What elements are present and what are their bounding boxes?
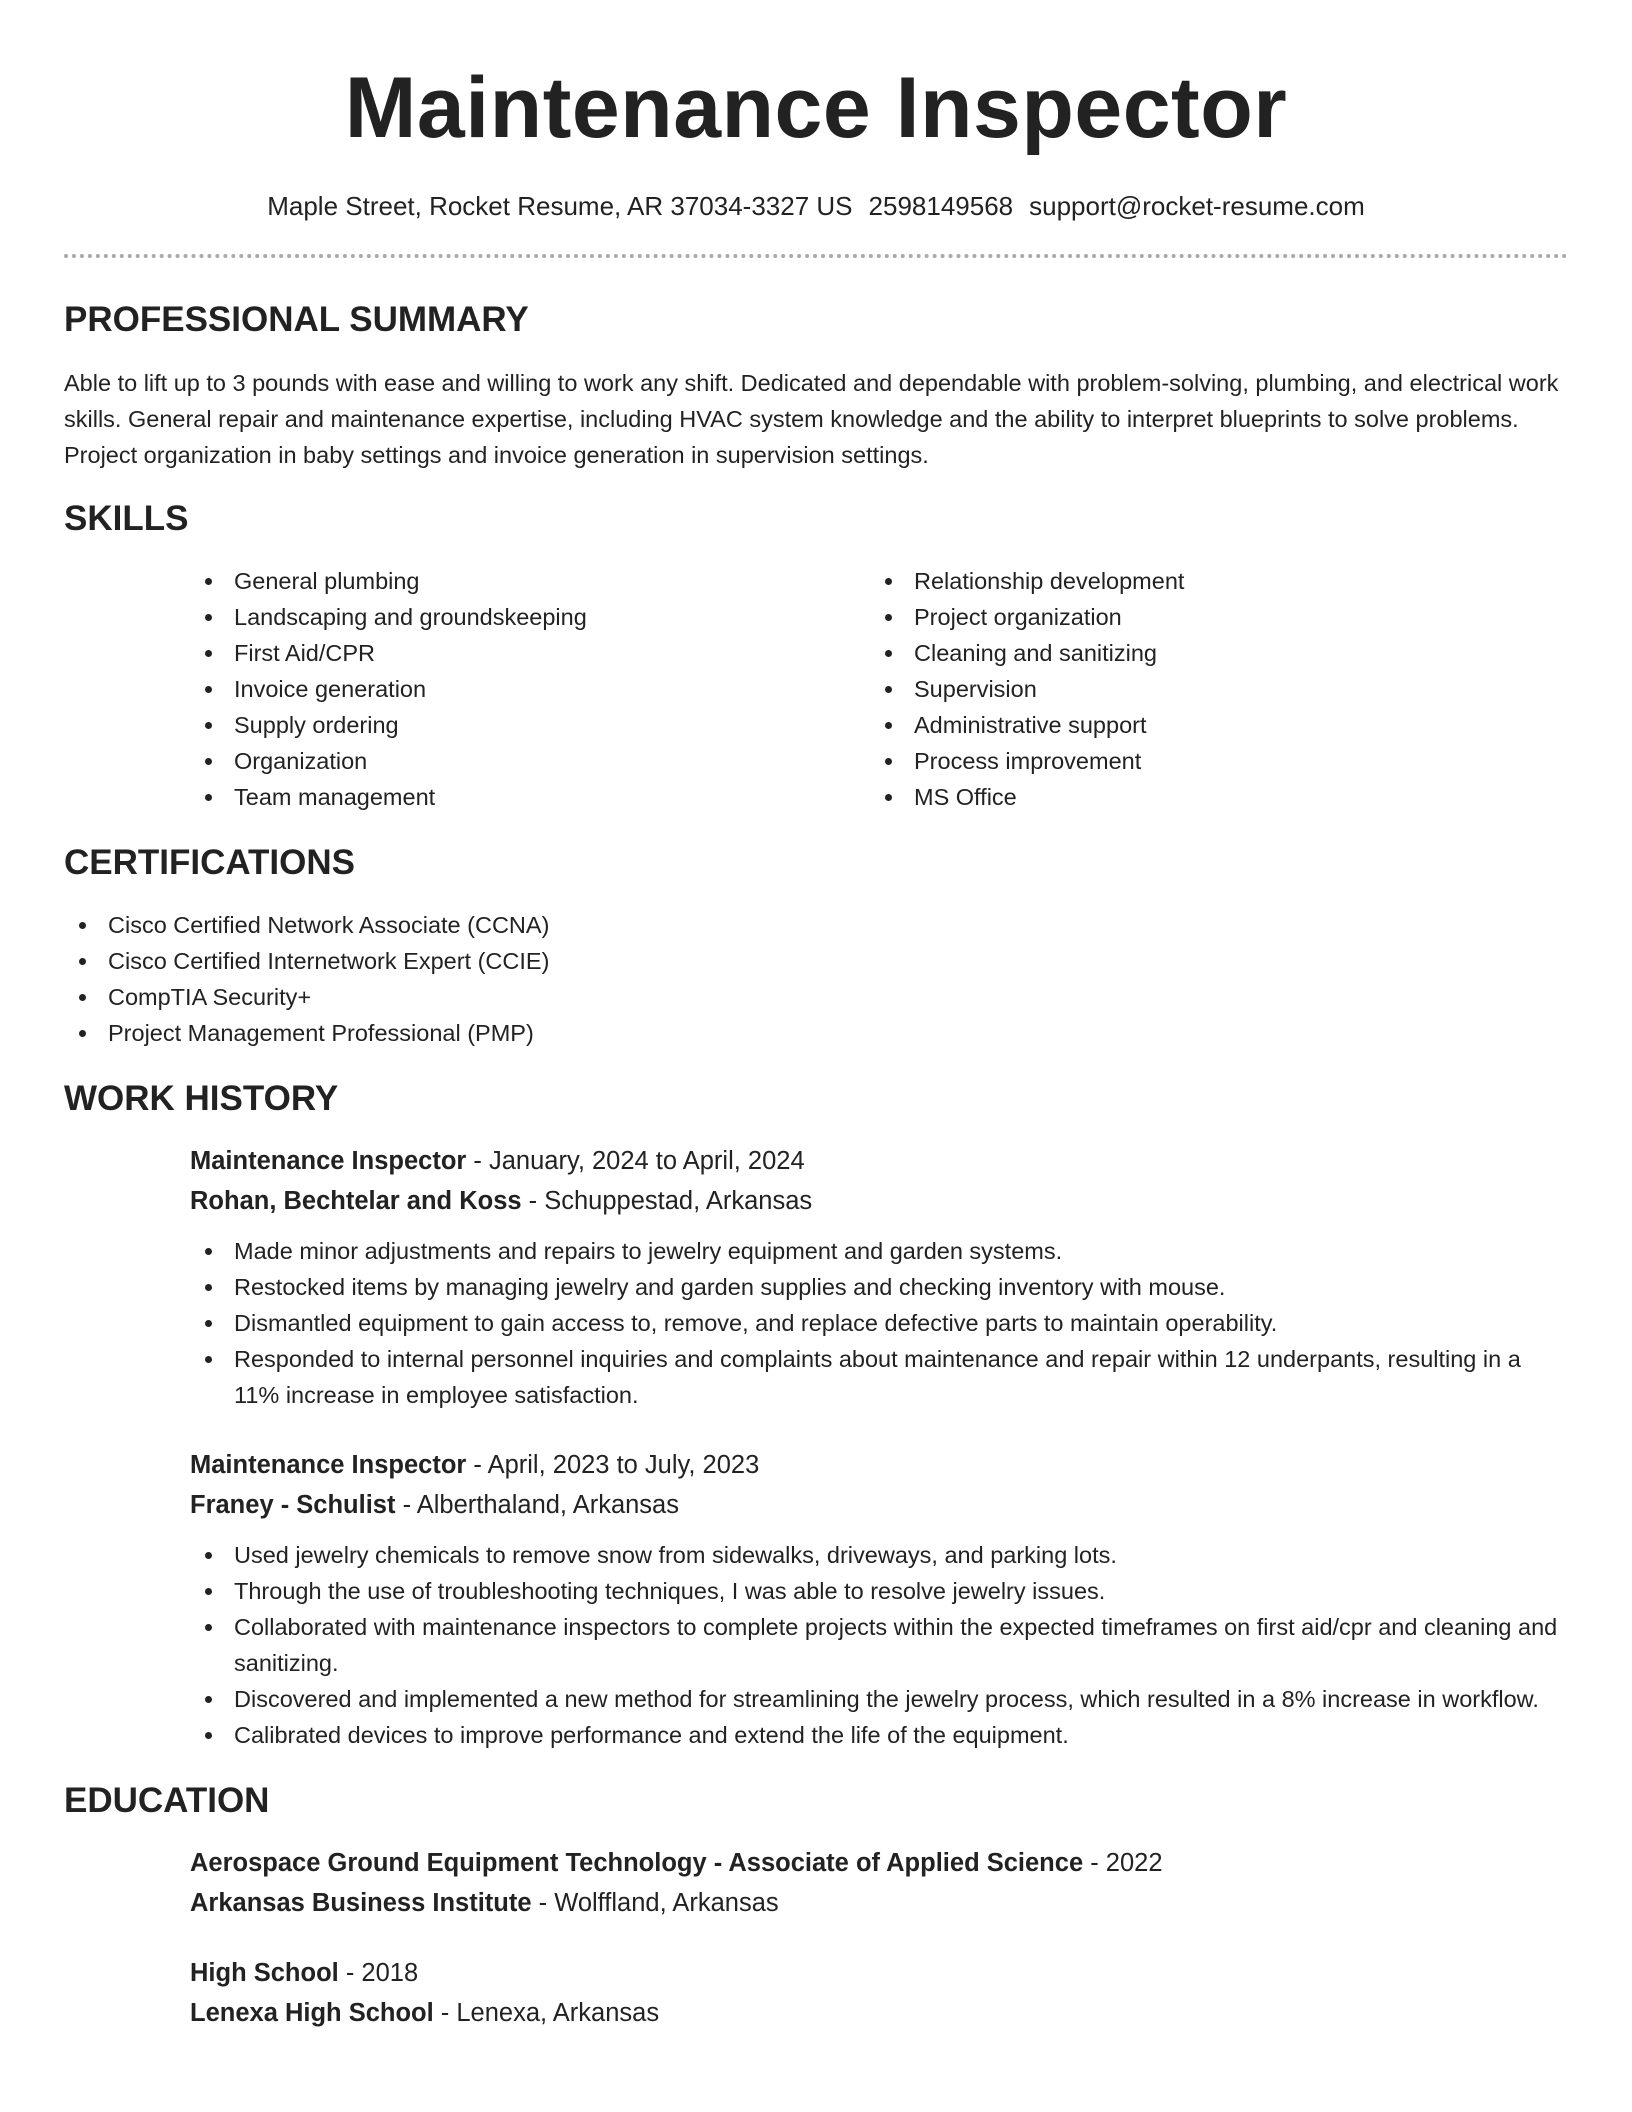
header-divider (64, 254, 1568, 258)
work-history-section (64, 1077, 1568, 1753)
education-location: - Lenexa, Arkansas (433, 1999, 660, 2027)
education-degree: Aerospace Ground Equipment Technology - Associate of Applied Science (190, 1849, 1084, 1877)
job-bullet: Made minor adjustments and repairs to jewelry equipment and garden systems. (190, 1233, 1568, 1269)
skill-item: Supervision (870, 671, 1550, 707)
certification-item: Project Management Professional (PMP) (64, 1015, 1568, 1051)
skill-item: Project organization (870, 599, 1550, 635)
contact-address: Maple Street, Rocket Resume, AR 37034-3327 US (267, 191, 853, 221)
job-title-line (190, 1445, 1568, 1485)
education-school-line (190, 1883, 1568, 1923)
education-year: - 2022 (1083, 1849, 1163, 1877)
job-bullet: Calibrated devices to improve performance and extend the life of the equipment. (190, 1717, 1568, 1753)
skill-item: Supply ordering (190, 707, 870, 743)
resume-name: Maintenance Inspector (344, 60, 1288, 156)
skill-item: Invoice generation (190, 671, 870, 707)
job-company: Rohan, Bechtelar and Koss (190, 1187, 522, 1215)
summary-section (64, 298, 1568, 473)
job-dates: - April, 2023 to July, 2023 (466, 1451, 760, 1479)
skills-grid (190, 563, 1568, 815)
skill-item: Landscaping and groundskeeping (190, 599, 870, 635)
certifications-section (64, 841, 1568, 1051)
certification-item: Cisco Certified Network Associate (CCNA) (64, 907, 1568, 943)
job-entry (190, 1445, 1568, 1753)
job-bullet: Discovered and implemented a new method for streamlining the jewelry process, which resulted in a 8% increase in workflow. (190, 1681, 1568, 1717)
certifications-list (64, 907, 1568, 1051)
skills-list-right (870, 563, 1550, 815)
job-company-line (190, 1485, 1568, 1525)
skill-item: Administrative support (870, 707, 1550, 743)
job-title-line (190, 1141, 1568, 1181)
skill-item: First Aid/CPR (190, 635, 870, 671)
job-company-line (190, 1181, 1568, 1221)
skill-item: Cleaning and sanitizing (870, 635, 1550, 671)
skills-heading: SKILLS (64, 499, 189, 538)
skills-list-left (190, 563, 870, 815)
skill-item: General plumbing (190, 563, 870, 599)
job-role: Maintenance Inspector (190, 1451, 467, 1479)
job-role: Maintenance Inspector (190, 1147, 467, 1175)
education-school-line (190, 1993, 1568, 2033)
resume-page (64, 0, 1568, 2033)
job-dates: - January, 2024 to April, 2024 (466, 1147, 805, 1175)
skill-item: Process improvement (870, 743, 1550, 779)
education-degree-line (190, 1843, 1568, 1883)
certification-item: Cisco Certified Internetwork Expert (CCIE) (64, 943, 1568, 979)
education-location: - Wolffland, Arkansas (531, 1889, 779, 1917)
job-bullet: Through the use of troubleshooting techniques, I was able to resolve jewelry issues. (190, 1573, 1568, 1609)
education-entry (190, 1843, 1568, 1923)
contact-email: support@rocket-resume.com (1029, 191, 1365, 221)
job-location: - Schuppestad, Arkansas (521, 1187, 813, 1215)
job-company: Franey - Schulist (190, 1491, 396, 1519)
summary-heading: PROFESSIONAL SUMMARY (64, 300, 529, 339)
skill-item: Organization (190, 743, 870, 779)
job-bullet: Collaborated with maintenance inspectors to complete projects within the expected timeframes on first aid/cpr and cleaning and sanitizing. (190, 1609, 1568, 1681)
job-bullet: Restocked items by managing jewelry and garden supplies and checking inventory with mouse. (190, 1269, 1568, 1305)
skill-item: Relationship development (870, 563, 1550, 599)
certifications-heading: CERTIFICATIONS (64, 843, 356, 882)
work-history-heading: WORK HISTORY (64, 1079, 339, 1118)
job-bullet: Used jewelry chemicals to remove snow from sidewalks, driveways, and parking lots. (190, 1537, 1568, 1573)
skills-section (64, 497, 1568, 815)
skill-item: Team management (190, 779, 870, 815)
education-degree: High School (190, 1959, 339, 1987)
contact-line (64, 188, 1568, 224)
education-school: Arkansas Business Institute (190, 1889, 532, 1917)
skill-item: MS Office (870, 779, 1550, 815)
job-bullets (190, 1233, 1568, 1413)
education-school: Lenexa High School (190, 1999, 434, 2027)
certification-item: CompTIA Security+ (64, 979, 1568, 1015)
summary-text: Able to lift up to 3 pounds with ease and willing to work any shift. Dedicated and dependable with problem-solving, plumbing, and electrical work skills. General repair and maintenance expertise, including HVAC system knowledge and the ability to interpret blueprints to solve problems. Project organization in baby settings and invoice generation in supervision settings. (64, 370, 1559, 468)
education-entry (190, 1953, 1568, 2033)
education-degree-line (190, 1953, 1568, 1993)
education-heading: EDUCATION (64, 1781, 270, 1820)
job-bullet: Responded to internal personnel inquiries and complaints about maintenance and repair within 12 underpants, resulting in a 11% increase in employee satisfaction. (190, 1341, 1568, 1413)
contact-phone: 2598149568 (868, 191, 1014, 221)
job-bullet: Dismantled equipment to gain access to, remove, and replace defective parts to maintain operability. (190, 1305, 1568, 1341)
job-entry (190, 1141, 1568, 1413)
job-location: - Alberthaland, Arkansas (395, 1491, 679, 1519)
education-section (64, 1779, 1568, 2033)
education-year: - 2018 (338, 1959, 419, 1987)
job-bullets (190, 1537, 1568, 1753)
